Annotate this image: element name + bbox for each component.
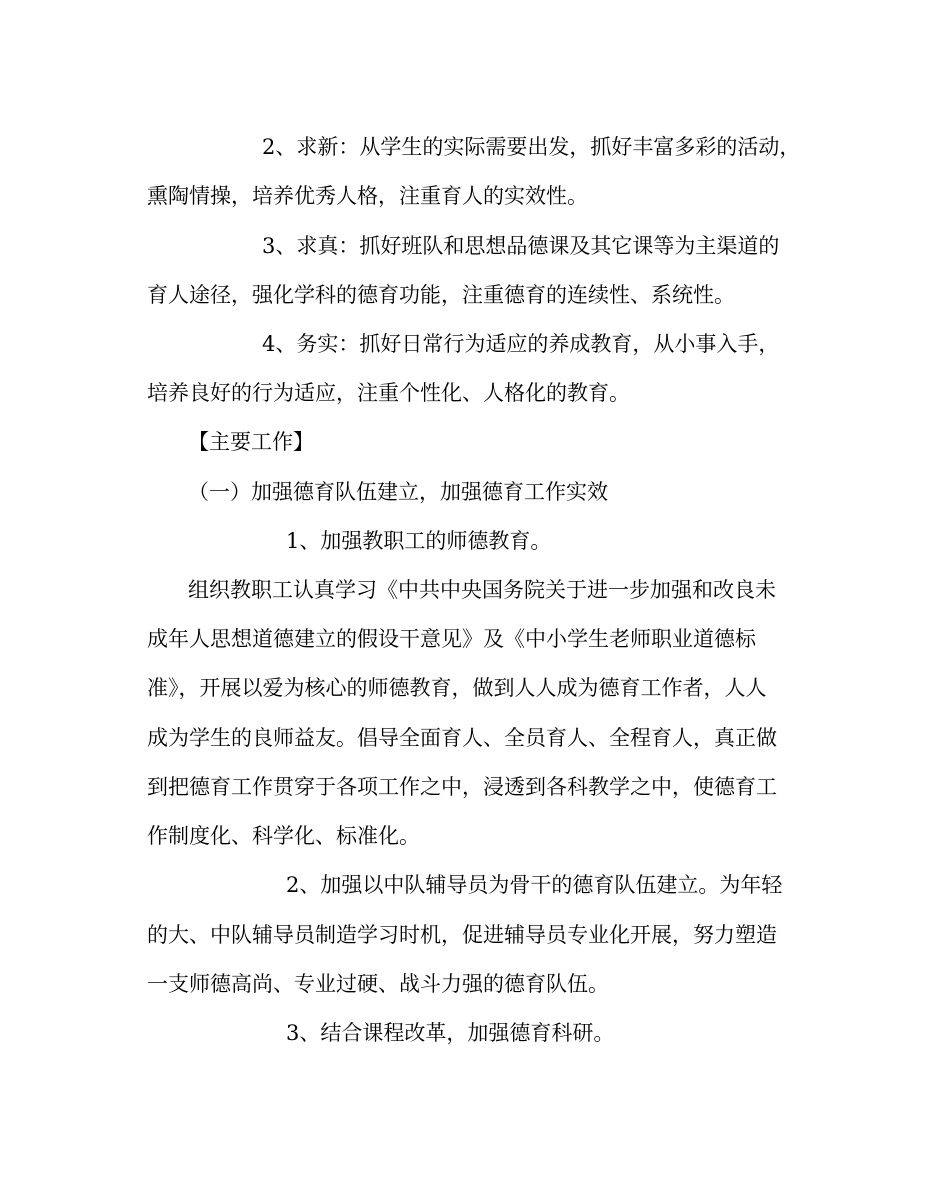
- subsection-heading: （一）加强德育队伍建立，加强德育工作实效: [188, 480, 608, 504]
- text-line: 作制度化、科学化、标准化。: [147, 824, 420, 848]
- text-line: 到把德育工作贯穿于各项工作之中，浸透到各科教学之中，使德育工: [147, 775, 777, 799]
- text-line: 2、加强以中队辅导员为骨干的德育队伍建立。为年轻: [286, 873, 783, 897]
- text-line: 3、求真：抓好班队和思想品德课及其它课等为主渠道的: [262, 234, 780, 258]
- text-line: 准》，开展以爱为核心的师德教育，做到人人成为德育工作者，人人: [147, 676, 767, 700]
- text-line: 成年人思想道德建立的假设干意见》及《中小学生老师职业道德标: [147, 627, 756, 651]
- text-line: 4、务实：抓好日常行为适应的养成教育，从小事入手，: [262, 332, 780, 356]
- text-line: 育人途径，强化学科的德育功能，注重德育的连续性、系统性。: [147, 283, 735, 307]
- text-line: 2、求新：从学生的实际需要出发，抓好丰富多彩的活动，: [262, 135, 801, 159]
- section-heading: 【主要工作】: [188, 430, 314, 454]
- text-line: 一支师德高尚、专业过硬、战斗力强的德育队伍。: [147, 972, 609, 996]
- text-line: 培养良好的行为适应，注重个性化、人格化的教育。: [147, 381, 630, 405]
- text-line: 的大、中队辅导员制造学习时机，促进辅导员专业化开展，努力塑造: [147, 923, 777, 947]
- text-line: 成为学生的良师益友。倡导全面育人、全员育人、全程育人，真正做: [147, 726, 777, 750]
- item-heading: 1、加强教职工的师德教育。: [286, 529, 552, 553]
- text-line: 组织教职工认真学习《中共中央国务院关于进一步加强和改良未: [188, 578, 776, 602]
- text-line: 熏陶情操，培养优秀人格，注重育人的实效性。: [147, 184, 588, 208]
- item-heading: 3、结合课程改革，加强德育科研。: [286, 1021, 615, 1045]
